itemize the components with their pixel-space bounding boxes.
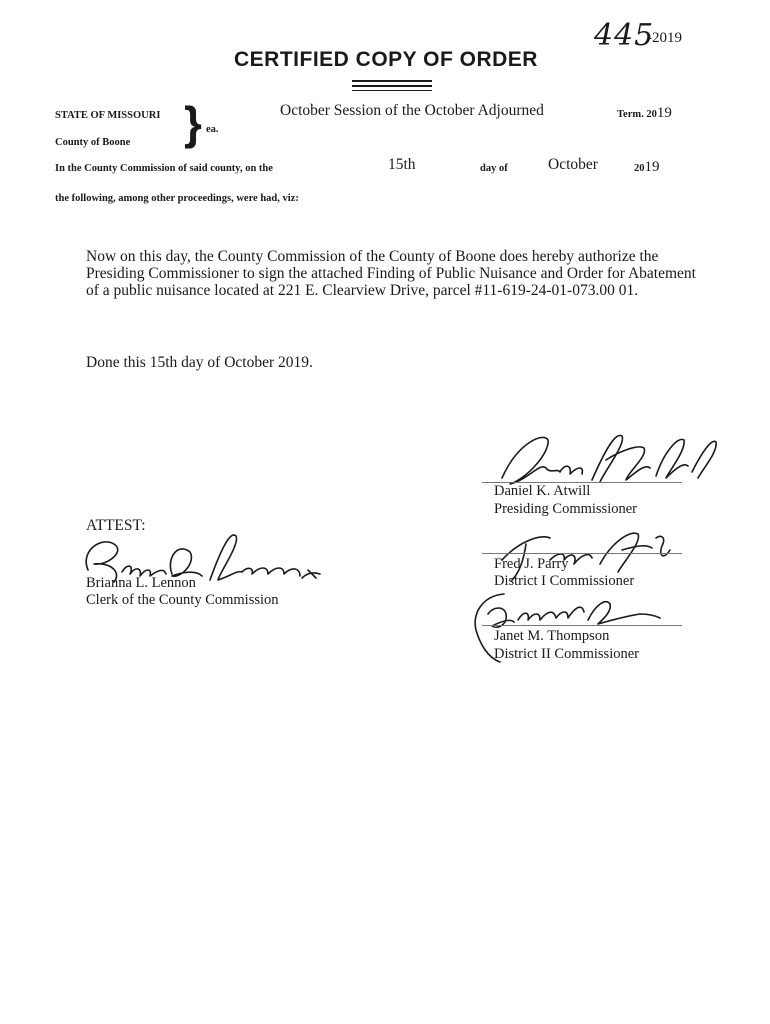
title-rule-2	[352, 85, 432, 87]
district-ii-commissioner-line	[482, 625, 682, 626]
title-rule-3	[352, 90, 432, 91]
year-field	[634, 158, 660, 176]
order-body	[86, 248, 726, 299]
term-label: Term. 20	[617, 109, 657, 120]
presiding-commissioner-title: Presiding Commissioner	[494, 501, 637, 517]
attest-label: ATTEST:	[86, 517, 146, 534]
proceedings-line: the following, among other proceedings, were had, viz:	[55, 193, 299, 204]
document-title: CERTIFIED COPY OF ORDER	[234, 48, 538, 71]
district-i-commissioner-line	[482, 553, 682, 554]
day-of-label: day of	[480, 163, 508, 174]
order-number: 445	[594, 18, 655, 53]
year-suffix: 19	[644, 159, 660, 175]
year-prefix: 20	[634, 163, 645, 174]
district-i-commissioner-title: District I Commissioner	[494, 573, 635, 589]
done-line: Done this 15th day of October 2019.	[86, 354, 313, 371]
order-year-suffix: -2019	[647, 30, 682, 46]
county-label: County of Boone	[55, 137, 131, 148]
term-field	[617, 104, 672, 122]
month-value: October	[548, 156, 598, 173]
district-i-commissioner-name: Fred J. Parry	[494, 556, 569, 572]
clerk-name: Brianna L. Lennon	[86, 575, 196, 591]
presiding-commissioner-name: Daniel K. Atwill	[494, 483, 591, 499]
caption-brace: }	[184, 97, 202, 149]
order-body-line-1: Now on this day, the County Commission of the County of Boone does hereby authorize the	[86, 248, 659, 265]
title-rule-1	[352, 80, 432, 82]
state-label: STATE OF MISSOURI	[55, 110, 161, 121]
term-year: 19	[656, 105, 672, 121]
ea-label: ea.	[206, 124, 219, 135]
district-ii-commissioner-name: Janet M. Thompson	[494, 628, 610, 644]
district-ii-commissioner-title: District II Commissioner	[494, 646, 639, 662]
clerk-title: Clerk of the County Commission	[86, 592, 279, 608]
session-text: October Session of the October Adjourned	[280, 102, 544, 119]
commission-line: In the County Commission of said county, on the	[55, 163, 273, 174]
day-value: 15th	[388, 156, 416, 173]
order-body-line-3: of a public nuisance located at 221 E. Clearview Drive, parcel #11-619-24-01-073.00 01.	[86, 282, 639, 299]
order-body-line-2: Presiding Commissioner to sign the attached Finding of Public Nuisance and Order for Abatement	[86, 265, 696, 282]
